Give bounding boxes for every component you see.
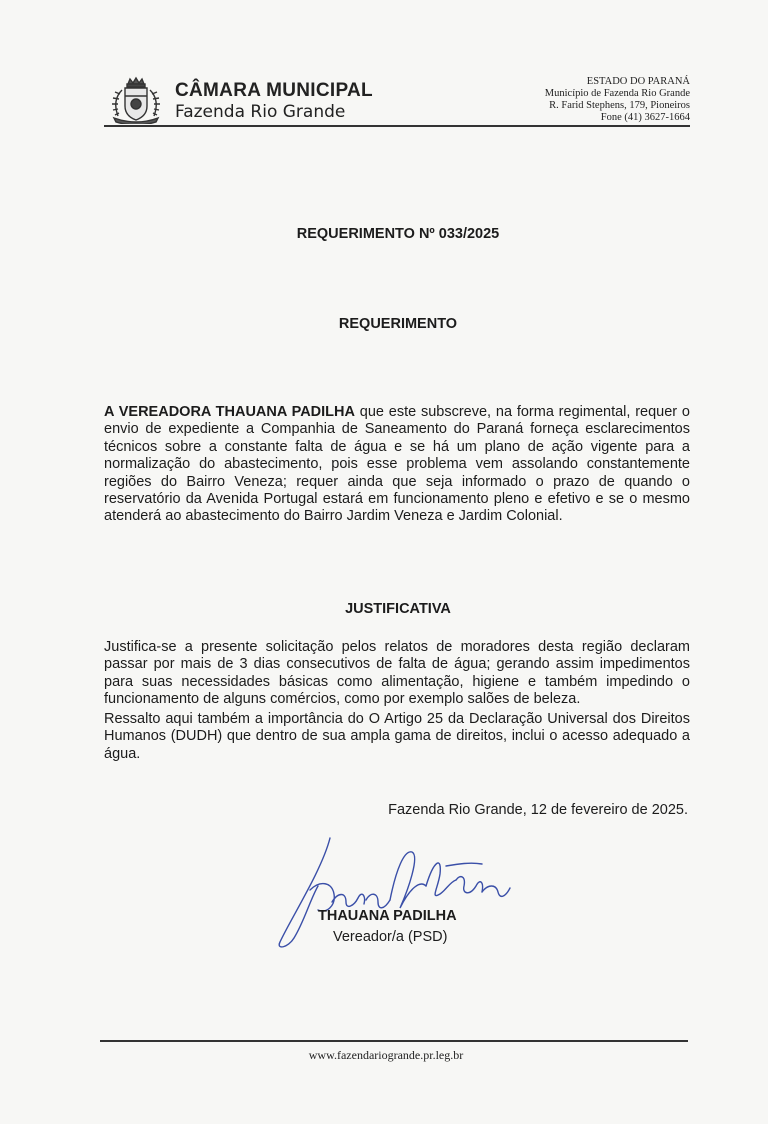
request-author: A VEREADORA THAUANA PADILHA bbox=[104, 404, 355, 420]
date-line: Fazenda Rio Grande, 12 de fevereiro de 2025. bbox=[388, 802, 688, 818]
header-divider bbox=[104, 125, 690, 127]
document-heading: REQUERIMENTO bbox=[338, 316, 458, 332]
justification-paragraph-1: Justifica-se a presente solicitação pelos relatos de moradores desta região declaram passar por mais de 3 dias consecutivos de falta de água; gerando assim impedimentos para suas necessidades básicas como alimentação, higiene e também impedindo o funcionamento de alguns comércios, como por exemplo salões de beleza. bbox=[104, 639, 690, 708]
justification-paragraph-2: Ressalto aqui também a importância do O Artigo 25 da Declaração Universal dos Direitos Humanos (DUDH) que dentro de sua ampla gama de direitos, inclui o acesso adequado a água. bbox=[104, 711, 690, 762]
footer-divider bbox=[100, 1040, 688, 1042]
municipal-crest-icon bbox=[104, 76, 168, 124]
document-number-title: REQUERIMENTO Nº 033/2025 bbox=[296, 226, 500, 242]
request-paragraph bbox=[104, 404, 690, 526]
org-name: CÂMARA MUNICIPAL bbox=[175, 80, 373, 101]
org-city: Fazenda Rio Grande bbox=[175, 102, 346, 122]
contact-state: ESTADO DO PARANÁ bbox=[586, 76, 690, 87]
signer-name: THAUANA PADILHA bbox=[318, 908, 457, 924]
footer-website: www.fazendariogrande.pr.leg.br bbox=[308, 1048, 464, 1062]
contact-block bbox=[545, 76, 690, 124]
contact-municipality: Município de Fazenda Rio Grande bbox=[544, 88, 690, 99]
justification-heading: JUSTIFICATIVA bbox=[345, 601, 451, 617]
request-text: que este subscreve, na forma regimental, requer o envio de expediente a Companhia de Saneamento do Paraná forneça esclarecimentos técnicos sobre a constante falta de água e se há um plano de ação vigente para a normalização do abastecimento, pois esse problema vem assolando constantemente regiões do Bairro Veneza; requer ainda que seja informado o prazo de quando o reservatório da Avenida Portugal estará em funcionamento pleno e efetivo e se o mesmo atenderá ao abastecimento do Bairro Jardim Veneza e Jardim Colonial. bbox=[104, 404, 690, 525]
contact-phone: Fone (41) 3627-1664 bbox=[600, 112, 690, 123]
letterhead bbox=[104, 72, 690, 124]
signer-role: Vereador/a (PSD) bbox=[333, 929, 448, 945]
contact-address: R. Farid Stephens, 179, Pioneiros bbox=[549, 100, 690, 111]
